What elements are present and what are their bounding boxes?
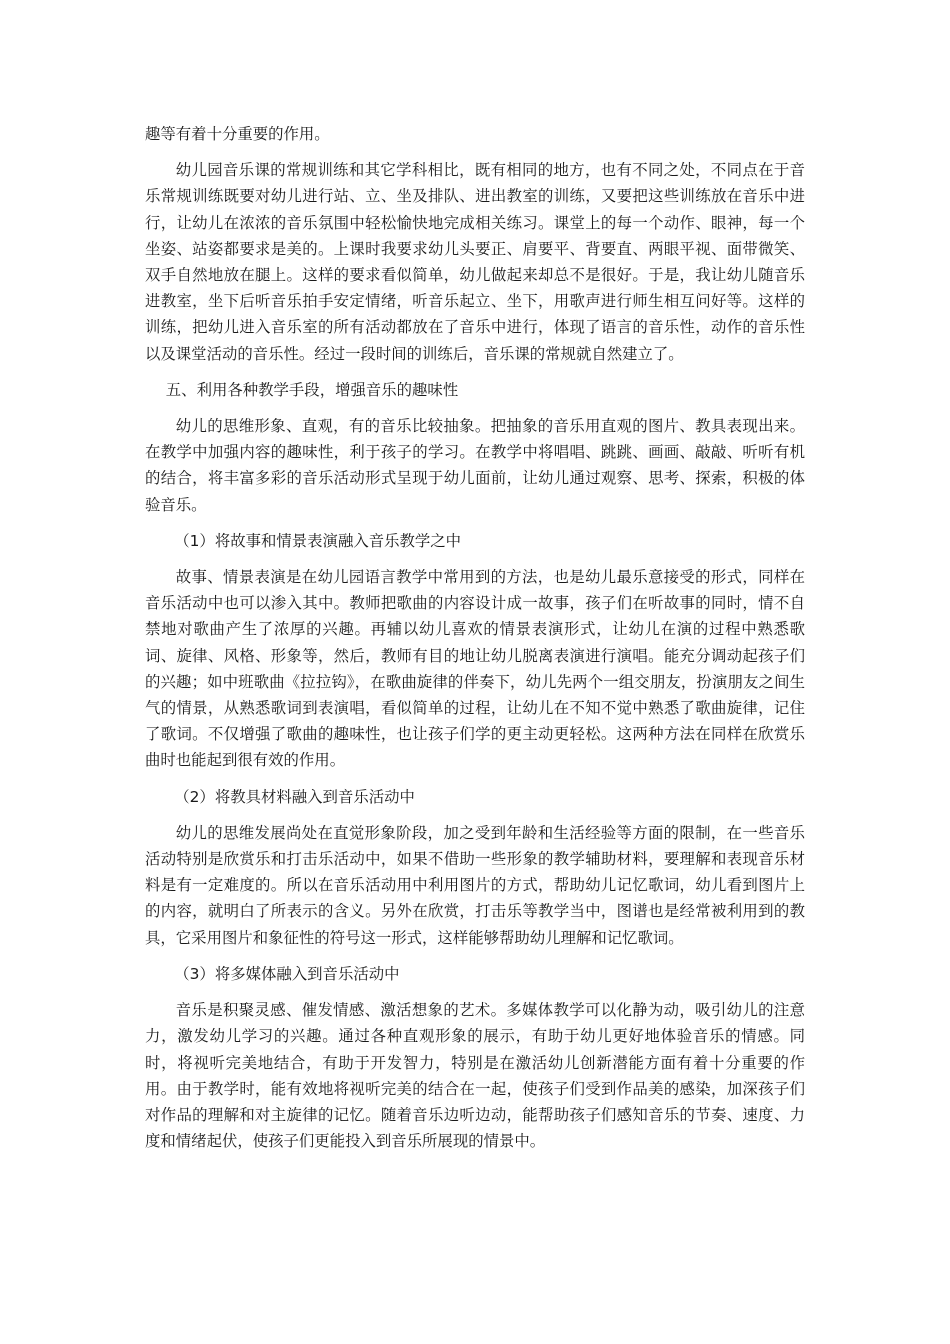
paragraph-routine-training: 幼儿园音乐课的常规训练和其它学科相比，既有相同的地方，也有不同之处，不同点在于音乐常规训练既要对幼儿进行站、立、坐及排队、进出教室的训练，又要把这些训练放在音乐中进行，让幼儿在浓浓的音乐氛围中轻松愉快地完成相关练习。课堂上的每一个动作、眼神，每一个坐姿、站姿都要求是美的。上课时我要求幼儿头要正、肩要平、背要直、两眼平视、面带微笑、双手自然地放在腿上。这样的要求看似简单，幼儿做起来却总不是很好。于是，我让幼儿随音乐进教室，坐下后听音乐拍手安定情绪，听音乐起立、坐下，用歌声进行师生相互问好等。这样的训练，把幼儿进入音乐室的所有活动都放在了音乐中进行，体现了语言的音乐性，动作的音乐性以及课堂活动的音乐性。经过一段时间的训练后，音乐课的常规就自然建立了。 [145, 161, 805, 363]
paragraph-continuation: 趣等有着十分重要的作用。 [145, 125, 330, 143]
subheading-3: （3）将多媒体融入到音乐活动中 [174, 964, 400, 983]
document-body [145, 121, 805, 1164]
paragraph-story-performance: 故事、情景表演是在幼儿园语言教学中常用到的方法，也是幼儿最乐意接受的形式，同样在音乐活动中也可以渗入其中。教师把歌曲的内容设计成一故事，孩子们在听故事的同时，情不自禁地对歌曲产生了浓厚的兴趣。再辅以幼儿喜欢的情景表演形式，让幼儿在演的过程中熟悉歌词、旋律、风格、形象等，然后，教师有目的地让幼儿脱离表演进行演唱。能充分调动起孩子们的兴趣；如中班歌曲《拉拉钩》，在歌曲旋律的伴奏下，幼儿先两个一组交朋友，扮演朋友之间生气的情景，从熟悉歌词到表演唱，看似简单的过程，让幼儿在不知不觉中熟悉了歌曲旋律，记住了歌词。不仅增强了歌曲的趣味性，也让孩子们学的更主动更轻松。这两种方法在同样在欣赏乐曲时也能起到很有效的作用。 [145, 568, 805, 770]
paragraph-multimedia: 音乐是积聚灵感、催发情感、激活想象的艺术。多媒体教学可以化静为动，吸引幼儿的注意力，激发幼儿学习的兴趣。通过各种直观形象的展示，有助于幼儿更好地体验音乐的情感。同时，将视听完美地结合，有助于开发智力，特别是在激活幼儿创新潜能方面有着十分重要的作用。由于教学时，能有效地将视听完美的结合在一起，使孩子们受到作品美的感染，加深孩子们对作品的理解和对主旋律的记忆。随着音乐边听边动，能帮助孩子们感知音乐的节奏、速度、力度和情绪起伏，使孩子们更能投入到音乐所展现的情景中。 [145, 1001, 805, 1151]
subheading-1: （1）将故事和情景表演融入音乐教学之中 [174, 531, 462, 550]
subheading-2: （2）将教具材料融入到音乐活动中 [174, 787, 415, 806]
paragraph-teaching-materials: 幼儿的思维发展尚处在直觉形象阶段，加之受到年龄和生活经验等方面的限制，在一些音乐活动特别是欣赏乐和打击乐活动中，如果不借助一些形象的教学辅助材料，要理解和表现音乐材料是有一定难度的。所以在音乐活动用中利用图片的方式，帮助幼儿记忆歌词，幼儿看到图片上的内容，就明白了所表示的含义。另外在欣赏，打击乐等教学当中，图谱也是经常被利用到的教具，它采用图片和象征性的符号这一形式，这样能够帮助幼儿理解和记忆歌词。 [145, 823, 805, 947]
paragraph-intuitive-teaching: 幼儿的思维形象、直观，有的音乐比较抽象。把抽象的音乐用直观的图片、教具表现出来。在教学中加强内容的趣味性，利于孩子的学习。在教学中将唱唱、跳跳、画画、敲敲、听听有机的结合，将丰富多彩的音乐活动形式呈现于幼儿面前，让幼儿通过观察、思考、探索，积极的体验音乐。 [145, 417, 805, 514]
section-heading-5: 五、利用各种教学手段，增强音乐的趣味性 [165, 380, 459, 399]
